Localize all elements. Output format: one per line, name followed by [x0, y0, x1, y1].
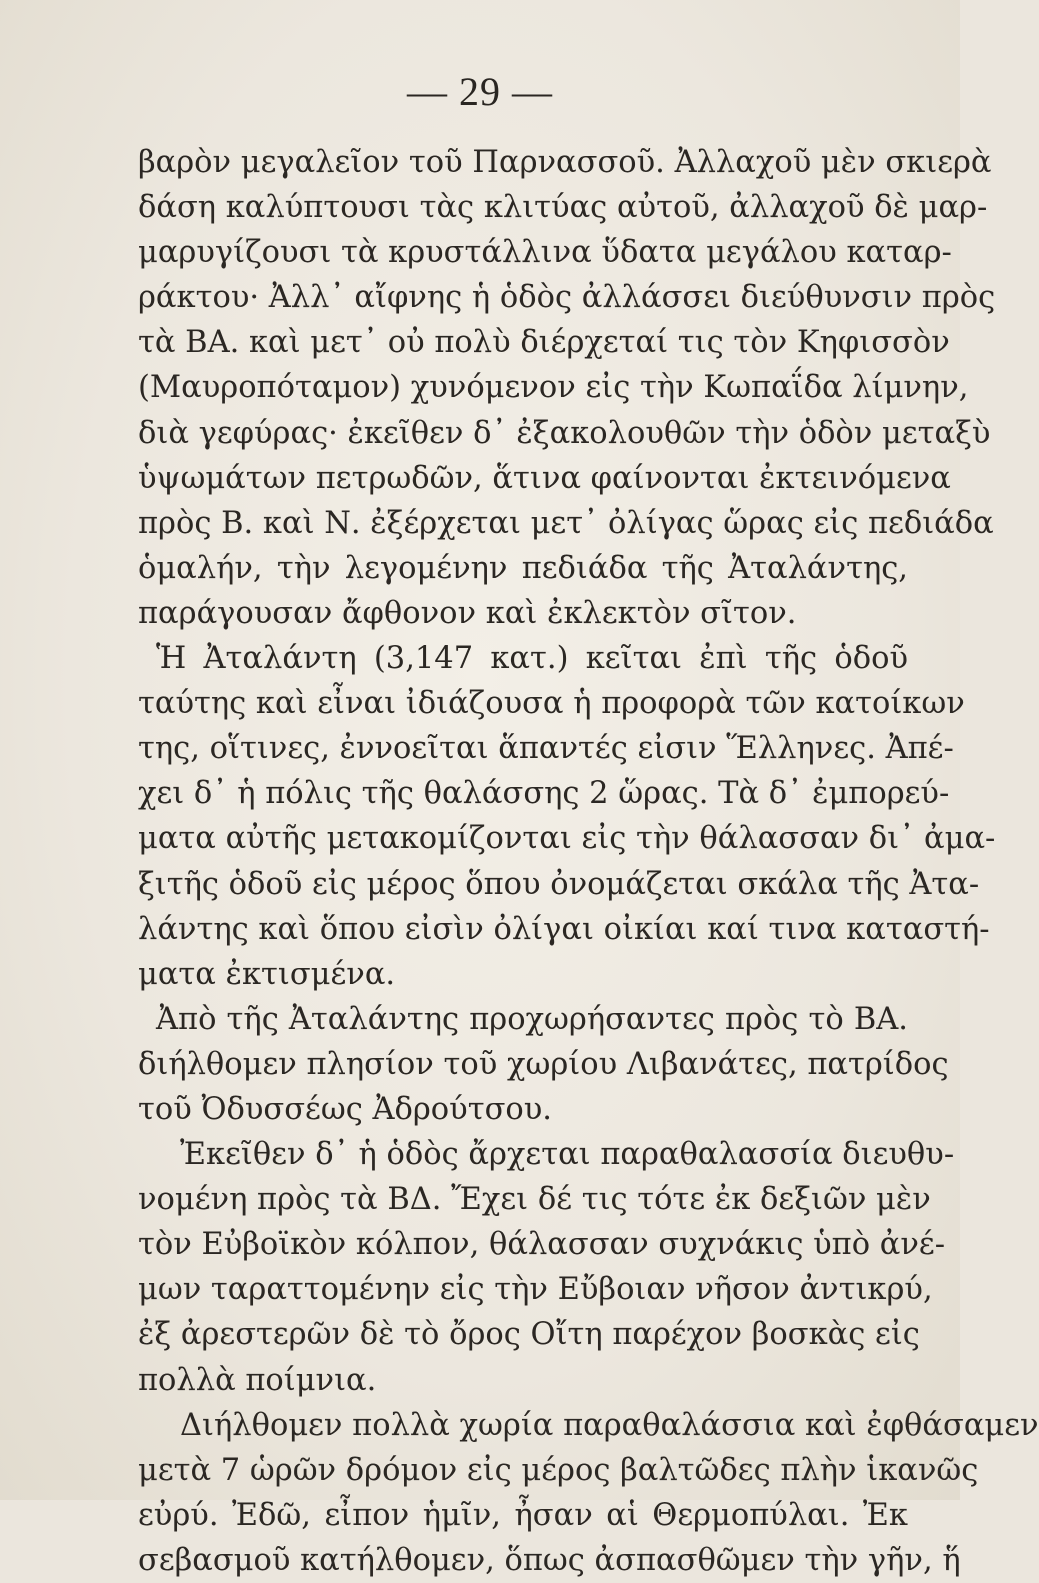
text-line: ράκτου· Ἀλλ᾽ αἴφνης ἡ ὁδὸς ἀλλάσσει διεύθυνσιν πρὸς	[138, 280, 996, 316]
text-line: παράγουσαν ἄφθονον καὶ ἐκλεκτὸν σῖτον.	[138, 595, 797, 631]
text-line: διὰ γεφύρας· ἐκεῖθεν δ᾽ ἐξακολουθῶν τὴν ὁδὸν μεταξὺ	[138, 415, 991, 451]
text-line: λάντης καὶ ὅπου εἰσὶν ὀλίγαι οἰκίαι καί τινα καταστή-	[138, 911, 990, 947]
text-line: τοῦ Ὀδυσσέως Ἀδρούτσου.	[138, 1091, 552, 1127]
text-line: της, οἵτινες, ἐννοεῖται ἅπαντές εἰσιν Ἕλληνες. Ἀπέ-	[138, 731, 954, 767]
text-line: μων ταραττομένην εἰς τὴν Εὔβοιαν νῆσον ἀντικρύ,	[138, 1272, 933, 1308]
text-line: διήλθομεν πλησίον τοῦ χωρίου Λιβανάτες, πατρίδος	[138, 1046, 949, 1082]
body-text	[138, 140, 1039, 1583]
text-line: νομένη πρὸς τὰ ΒΔ. Ἔχει δέ τις τότε ἐκ δεξιῶν μὲν	[138, 1182, 931, 1218]
text-line: Διήλθομεν πολλὰ χωρία παραθαλάσσια καὶ ἐφθάσαμεν	[180, 1407, 1039, 1443]
text-line: Ἐκεῖθεν δ᾽ ἡ ὁδὸς ἄρχεται παραθαλασσία διευθυ-	[180, 1137, 955, 1173]
text-line: ὑψωμάτων πετρωδῶν, ἅτινα φαίνονται ἐκτεινόμενα	[138, 460, 951, 496]
text-line: (Μαυροπόταμον) χυνόμενον εἰς τὴν Κωπαΐδα λίμνην,	[138, 370, 969, 406]
text-line: δάση καλύπτουσι τὰς κλιτύας αὐτοῦ, ἀλλαχοῦ δὲ μαρ-	[138, 190, 988, 226]
text-line: ματα αὐτῆς μετακομίζονται εἰς τὴν θάλασσαν δι᾽ ἀμα-	[138, 821, 996, 857]
text-line: μετὰ 7 ὡρῶν δρόμον εἰς μέρος βαλτῶδες πλὴν ἱκανῶς	[138, 1452, 979, 1488]
text-line: χει δ᾽ ἡ πόλις τῆς θαλάσσης 2 ὥρας. Τὰ δ᾽ ἐμπορεύ-	[138, 776, 950, 812]
text-line: Ἀπὸ τῆς Ἀταλάντης προχωρήσαντες πρὸς τὸ ΒΑ.	[156, 1001, 908, 1037]
text-line: ματα ἐκτισμένα.	[138, 956, 396, 992]
text-line: πρὸς Β. καὶ Ν. ἐξέρχεται μετ᾽ ὀλίγας ὥρας εἰς πεδιάδα	[138, 505, 994, 541]
text-line: ὁμαλήν, τὴν λεγομένην πεδιάδα τῆς Ἀταλάντης,	[138, 550, 908, 586]
text-line: μαρυγίζουσι τὰ κρυστάλλινα ὕδατα μεγάλου καταρ-	[138, 235, 952, 271]
text-line: ταύτης καὶ εἶναι ἰδιάζουσα ἡ προφορὰ τῶν κατοίκων	[138, 686, 965, 722]
text-line: σεβασμοῦ κατήλθομεν, ὅπως ἀσπασθῶμεν τὴν γῆν, ἥ	[138, 1542, 961, 1578]
text-line: βαρὸν μεγαλεῖον τοῦ Παρνασσοῦ. Ἀλλαχοῦ μὲν σκιερὰ	[138, 145, 992, 180]
text-line: εὐρύ. Ἐδῶ, εἶπον ἡμῖν, ἦσαν αἱ Θερμοπύλαι. Ἐκ	[138, 1497, 908, 1533]
text-line: ξιτῆς ὁδοῦ εἰς μέρος ὅπου ὀνομάζεται σκάλα τῆς Ἀτα-	[138, 866, 980, 902]
text-line: ἐξ ἀρεστερῶν δὲ τὸ ὄρος Οἴτη παρέχον βοσκὰς εἰς	[138, 1317, 920, 1353]
text-line: Ἡ Ἀταλάντη (3,147 κατ.) κεῖται ἐπὶ τῆς ὁδοῦ	[156, 641, 908, 677]
text-line: τὸν Εὐβοϊκὸν κόλπον, θάλασσαν συχνάκις ὑπὸ ἀνέ-	[138, 1227, 946, 1263]
text-line: πολλὰ ποίμνια.	[138, 1362, 377, 1398]
text-line: τὰ ΒΑ. καὶ μετ᾽ οὐ πολὺ διέρχεταί τις τὸν Κηφισσὸν	[138, 325, 950, 361]
page-number: — 29 —	[407, 69, 553, 114]
